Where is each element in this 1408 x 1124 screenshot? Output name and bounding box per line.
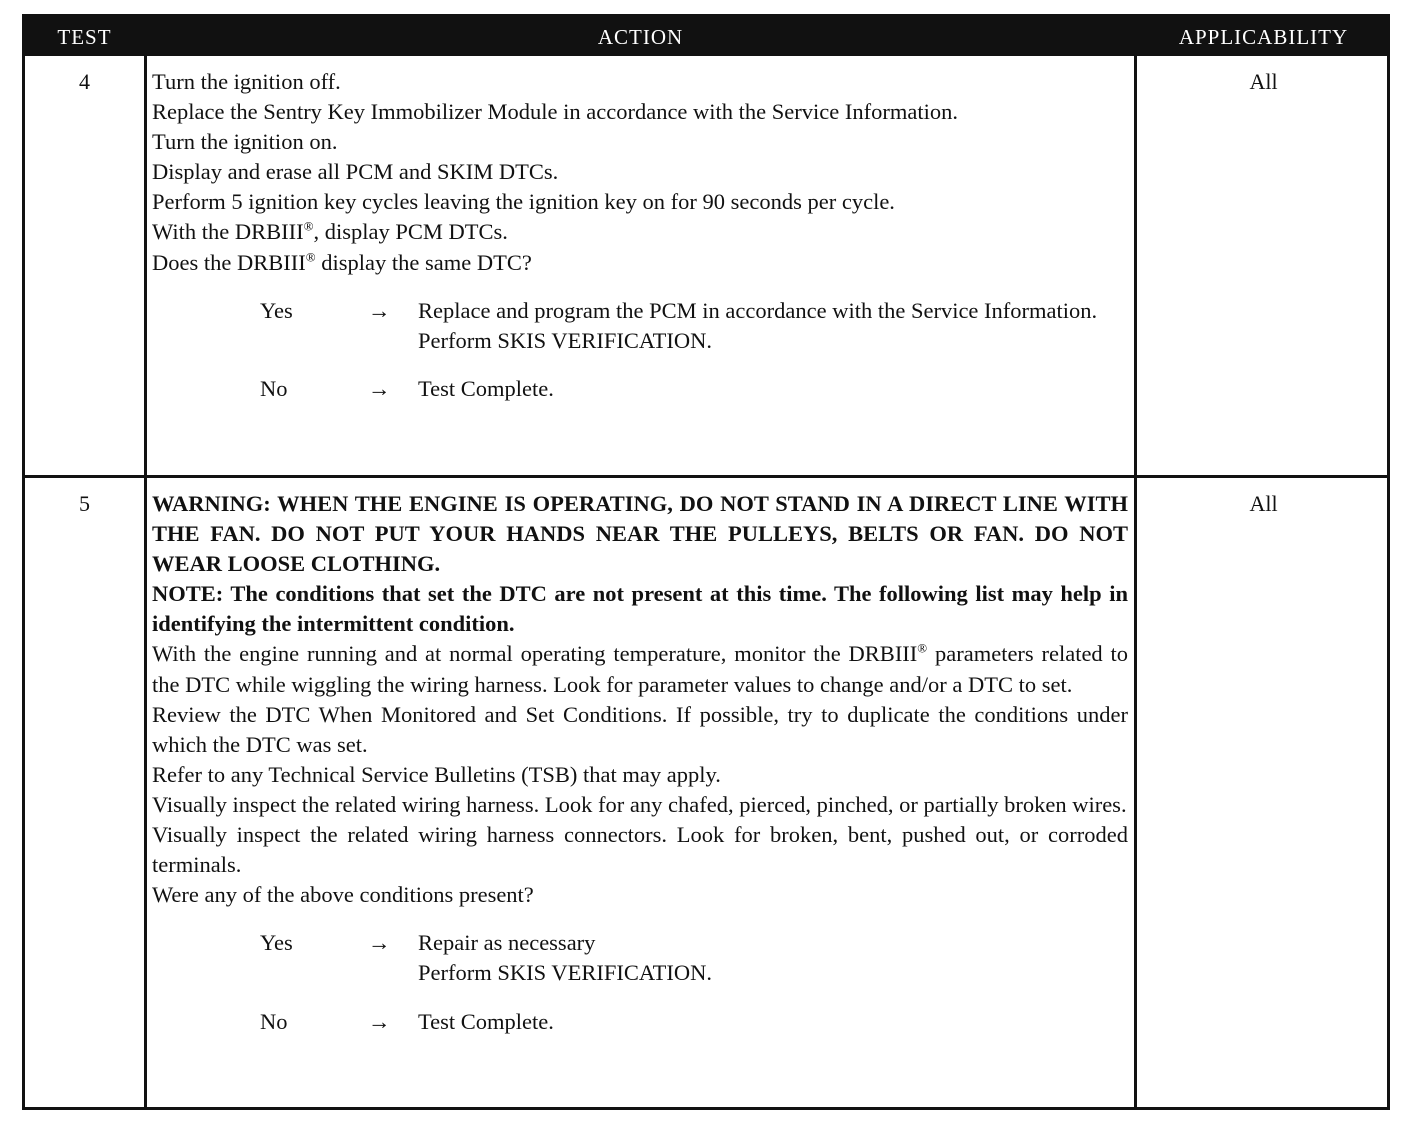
arrow-icon: →	[368, 297, 391, 323]
yes-line: Perform SKIS VERIFICATION.	[418, 327, 712, 353]
header-test: TEST	[57, 25, 112, 49]
action-line: Perform 5 ignition key cycles leaving the ignition key on for 90 seconds per cycle.	[152, 189, 895, 215]
action-line: Were any of the above conditions present?	[152, 882, 534, 908]
yes-text	[418, 928, 1128, 988]
action-line: Display and erase all PCM and SKIM DTCs.	[152, 159, 559, 185]
registered-mark: ®	[305, 249, 316, 265]
arrow-icon: →	[368, 930, 391, 956]
no-response	[152, 1007, 1128, 1037]
applicability-value: All	[1249, 491, 1278, 516]
warning-text: WARNING: WHEN THE ENGINE IS OPERATING, DO NOT STAND IN A DIRECT LINE WITH THE FAN. DO NOT PUT YOUR HANDS NEAR THE PULLEYS, BELTS OR FAN. DO NOT WEAR LOOSE CLOTHING.	[152, 491, 1128, 577]
yes-text	[418, 296, 1128, 356]
yes-line: Perform SKIS VERIFICATION.	[418, 960, 712, 986]
registered-mark: ®	[917, 640, 928, 656]
no-response	[152, 374, 1128, 404]
arrow-icon: →	[368, 375, 391, 401]
no-label: No	[260, 1008, 288, 1034]
no-label: No	[260, 375, 288, 401]
action-line: Visually inspect the related wiring harness. Look for any chafed, pierced, pinched, or partially broken wires.	[152, 791, 1127, 817]
test-number: 4	[79, 69, 90, 94]
arrow-icon: →	[368, 1008, 391, 1034]
column-divider	[144, 56, 147, 1107]
action-line: Does the DRBIII® display the same DTC?	[152, 249, 532, 275]
row-divider	[25, 475, 1387, 478]
action-line: Turn the ignition on.	[152, 129, 338, 155]
action-line: Visually inspect the related wiring harness connectors. Look for broken, bent, pushed out, or corroded terminals.	[152, 822, 1128, 878]
yes-line: Replace and program the PCM in accordance with the Service Information.	[418, 297, 1098, 323]
action-line: With the engine running and at normal operating temperature, monitor the DRBIII® parameters related to the DTC while wiggling the wiring harness. Look for parameter values to change and/or a DTC to set.	[152, 640, 1128, 697]
header-applicability: APPLICABILITY	[1178, 25, 1349, 49]
yes-response	[152, 928, 1128, 988]
header-action: ACTION	[597, 25, 684, 49]
diagnostic-table	[22, 14, 1390, 1110]
registered-mark: ®	[303, 218, 314, 234]
column-divider	[1134, 56, 1137, 1107]
test-number: 5	[79, 491, 90, 516]
table-header	[25, 17, 1387, 56]
yes-line: Repair as necessary	[418, 930, 596, 956]
action-line: Refer to any Technical Service Bulletins (TSB) that may apply.	[152, 761, 721, 787]
yes-label: Yes	[260, 297, 293, 323]
yes-response	[152, 296, 1128, 356]
action-line: Replace the Sentry Key Immobilizer Module in accordance with the Service Information.	[152, 99, 958, 125]
no-text: Test Complete.	[418, 375, 554, 401]
action-cell	[152, 67, 1128, 404]
action-line: Turn the ignition off.	[152, 69, 341, 94]
action-line: Review the DTC When Monitored and Set Conditions. If possible, try to duplicate the conditions under which the DTC was set.	[152, 701, 1128, 757]
yes-label: Yes	[260, 930, 293, 956]
applicability-value: All	[1249, 69, 1278, 94]
action-cell	[152, 489, 1128, 1037]
no-text: Test Complete.	[418, 1008, 554, 1034]
note-text: NOTE: The conditions that set the DTC are not present at this time. The following list may help in identifying the intermittent condition.	[152, 581, 1128, 637]
action-line: With the DRBIII®, display PCM DTCs.	[152, 218, 508, 245]
